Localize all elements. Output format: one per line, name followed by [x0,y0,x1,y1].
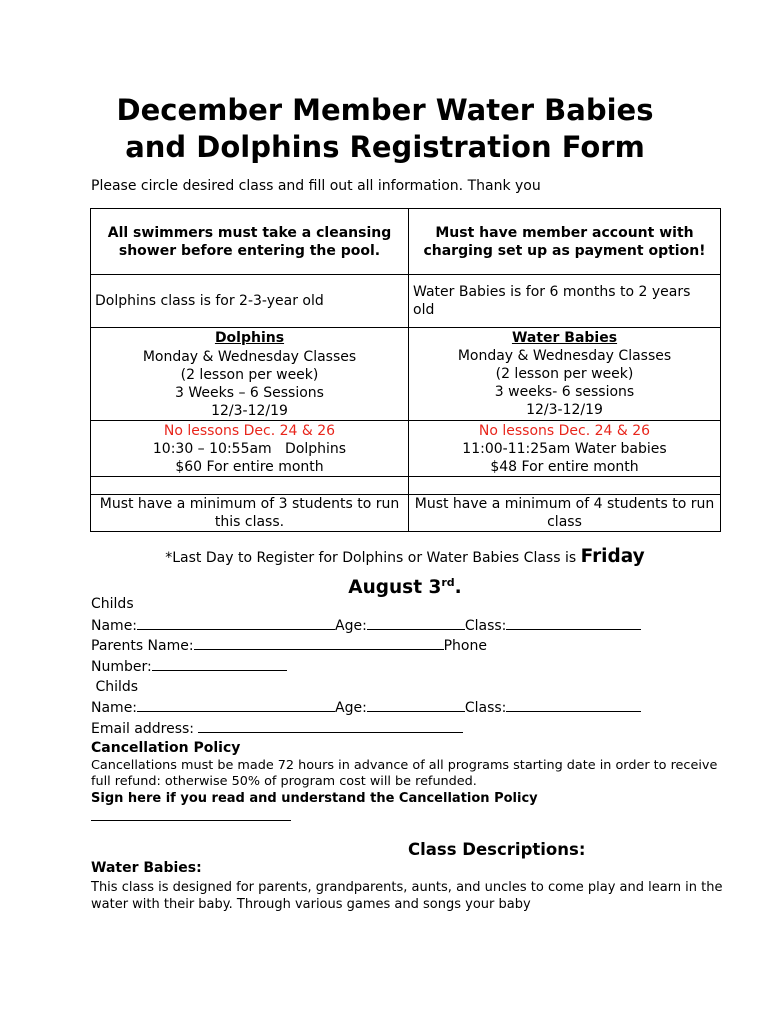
dolphins-price: $60 For entire month [175,458,324,475]
shower-notice: All swimmers must take a cleansing shower before entering the pool. [91,209,409,275]
dolphins-class-name[interactable]: Dolphins [214,330,285,346]
child-name-field-1[interactable] [137,615,335,630]
water-babies-description: This class is designed for parents, grandparents, aunts, and uncles to come play and learn in the water with their baby. Through various games and songs your baby [91,880,723,912]
child-class-field-1[interactable] [506,615,641,630]
last-day-text: *Last Day to Register for Dolphins or Water Babies Class is [165,550,581,566]
water-babies-days: Monday & Wednesday Classes [457,348,672,364]
child-class-label-2: Class: [464,700,507,717]
dolphins-schedule [91,328,409,421]
dolphins-days: Monday & Wednesday Classes [142,349,357,365]
dolphins-sessions: 3 Weeks – 6 Sessions [175,385,324,401]
water-babies-no-lessons: No lessons Dec. 24 & 26 [478,422,651,439]
water-babies-description-heading: Water Babies: [91,860,202,876]
class-descriptions-heading: Class Descriptions: [408,840,586,859]
class-info-table [90,208,721,532]
dolphins-time-price [91,421,409,477]
child-class-field-2[interactable] [506,697,641,712]
child-age-label-2: Age: [335,700,367,717]
dolphins-no-lessons: No lessons Dec. 24 & 26 [163,422,336,439]
phone-label: Phone [443,638,487,655]
empty-cell-left [91,477,409,495]
phone-number-field[interactable] [152,656,287,671]
child-class-label-1: Class: [464,617,507,634]
water-babies-price: $48 For entire month [490,458,639,475]
water-babies-time: 11:00-11:25am Water babies [462,440,667,457]
member-account-notice: Must have member account with charging set up as payment option! [409,209,721,275]
dolphins-dates: 12/3-12/19 [211,403,288,419]
parents-name-field[interactable] [194,635,444,650]
water-babies-age: Water Babies is for 6 months to 2 years old [409,275,721,328]
dolphins-age: Dolphins class is for 2-3-year old [91,275,409,328]
registration-form [91,594,731,739]
childs-label-1: Childs [91,596,134,612]
dolphins-minimum: Must have a minimum of 3 students to run this class. [91,495,409,532]
child-age-field-2[interactable] [367,697,465,712]
cancellation-text: Cancellations must be made 72 hours in advance of all programs starting date in order to receive full refund: otherwise 50% of program cost will be refunded. [91,758,718,789]
email-field[interactable] [198,718,463,733]
cancellation-policy [91,739,721,821]
phone-number-label: Number: [91,659,152,676]
water-babies-time-price [409,421,721,477]
last-day-date-suffix: rd [441,576,455,589]
parents-name-label: Parents Name: [91,638,194,655]
water-babies-schedule [409,328,721,421]
water-babies-sessions: 3 weeks- 6 sessions [494,384,635,400]
signature-field[interactable] [91,808,291,821]
water-babies-minimum: Must have a minimum of 4 students to run class [409,495,721,532]
child-name-label-2: Name: [91,700,138,717]
signature-prompt: Sign here if you read and understand the Cancellation Policy [91,791,538,806]
title-line-2: and Dolphins Registration Form [125,130,645,164]
child-age-field-1[interactable] [367,615,465,630]
page-title [90,92,680,166]
intro-text: Please circle desired class and fill out all information. Thank you [91,178,541,194]
cancellation-heading: Cancellation Policy [91,740,241,756]
water-babies-frequency: (2 lesson per week) [495,366,634,382]
child-age-label-1: Age: [335,617,367,634]
last-day-period: . [454,577,462,599]
water-babies-dates: 12/3-12/19 [526,402,603,418]
email-label: Email address: [91,721,199,738]
child-name-field-2[interactable] [137,697,335,712]
childs-label-2: Childs [91,678,139,695]
dolphins-frequency: (2 lesson per week) [180,367,319,383]
dolphins-time: 10:30 – 10:55am Dolphins [152,440,347,457]
empty-cell-right [409,477,721,495]
water-babies-class-name[interactable]: Water Babies [511,330,618,346]
last-day-notice [90,546,720,569]
last-day-weekday: Friday [580,546,645,567]
last-day-date-text: August 3 [348,577,442,599]
title-line-1: December Member Water Babies [116,93,654,127]
child-name-label-1: Name: [91,617,138,634]
